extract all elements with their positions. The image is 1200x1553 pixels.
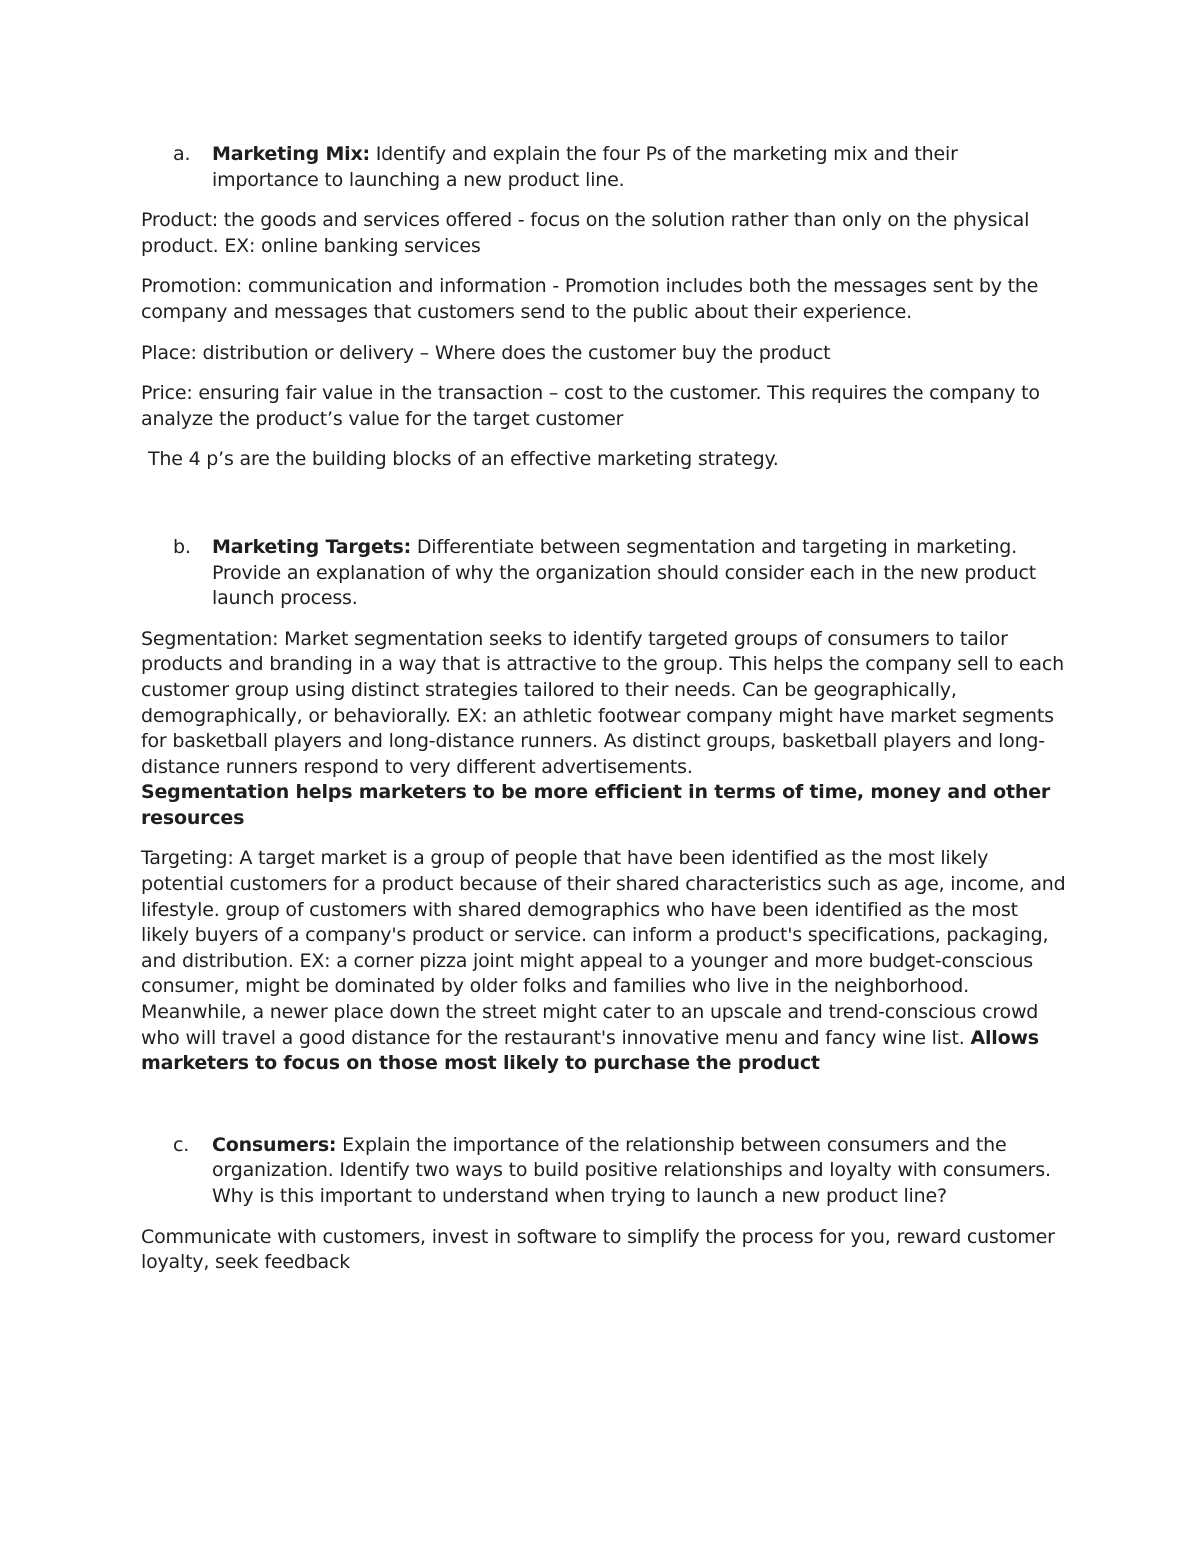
targeting-text: Targeting: A target market is a group of people that have been identified as the most likely potential customers for a product because of their shared characteristics such as age, income, and lifestyle. group of customers with shared demographics who have been identified as the most likely buyers of a company's product or service. can inform a product's specifications, packaging, and distribution. EX: a corner pizza joint might appeal to a younger and more budget-conscious consumer, might be dominated by older folks and families who live in the neighborhood. Meanwhile, a newer place down the street might cater to an upscale and trend-conscious crowd who will travel a good distance for the restaurant's innovative menu and fancy wine list. xyxy=(141,847,1066,1049)
question-b xyxy=(173,535,1066,612)
answer-price: Price: ensuring fair value in the transaction – cost to the customer. This requires the company to analyze the product’s value for the target customer xyxy=(141,382,1040,430)
question-c-prompt: Explain the importance of the relationship between consumers and the organization. Identify two ways to build positive relationships and loyalty with consumers. Why is this important to understand when trying to launch a new product line? xyxy=(212,1133,1051,1207)
spacer xyxy=(141,488,1066,535)
question-a-prompt: Identify and explain the four Ps of the marketing mix and their importance to launching a new product line. xyxy=(212,143,958,191)
question-c xyxy=(173,1133,1066,1210)
question-b-letter: b. xyxy=(173,535,191,558)
answer-consumers: Communicate with customers, invest in software to simplify the process for you, reward customer loyalty, seek feedback xyxy=(141,1225,1055,1274)
answer-product: Product: the goods and services offered - focus on the solution rather than only on the physical product. EX: online banking services xyxy=(141,209,1030,257)
answer-targeting xyxy=(141,846,1066,1076)
question-b-label: Marketing Targets: xyxy=(212,535,412,558)
answer-summary: The 4 p’s are the building blocks of an effective marketing strategy. xyxy=(148,448,779,471)
question-b-prompt: Differentiate between segmentation and targeting in marketing. Provide an explanation of why the organization should consider each in the new product launch process. xyxy=(212,535,1037,610)
question-c-text xyxy=(212,1133,1066,1210)
spacer xyxy=(141,1092,1066,1133)
answer-place: Place: distribution or delivery – Where does the customer buy the product xyxy=(141,341,831,364)
question-b-text xyxy=(212,535,1066,612)
question-a-letter: a. xyxy=(173,143,191,165)
question-a-label: Marketing Mix: xyxy=(212,143,370,165)
segmentation-text: Segmentation: Market segmentation seeks to identify targeted groups of consumers to tailor products and branding in a way that is attractive to the group. This helps the company sell to each customer group using distinct strategies tailored to their needs. Can be geographically, demographically, or behaviorally. EX: an athletic footwear company might have market segments for basketball players and long-distance runners. As distinct groups, basketball players and long-distance runners respond to very different advertisements. xyxy=(141,627,1064,778)
answer-segmentation xyxy=(141,627,1066,832)
answer-promotion: Promotion: communication and information - Promotion includes both the messages sent by the company and messages that customers send to the public about their experience. xyxy=(141,275,1039,323)
question-a xyxy=(173,142,1066,193)
question-c-letter: c. xyxy=(173,1133,190,1156)
segmentation-bold-text: Segmentation helps marketers to be more efficient in terms of time, money and other resources xyxy=(141,781,1051,829)
question-a-text xyxy=(212,142,1066,193)
targeting-bold-text: Allows marketers to focus on those most likely to purchase the product xyxy=(141,1026,1039,1075)
document-body xyxy=(141,142,1066,1291)
question-c-label: Consumers: xyxy=(212,1133,337,1156)
